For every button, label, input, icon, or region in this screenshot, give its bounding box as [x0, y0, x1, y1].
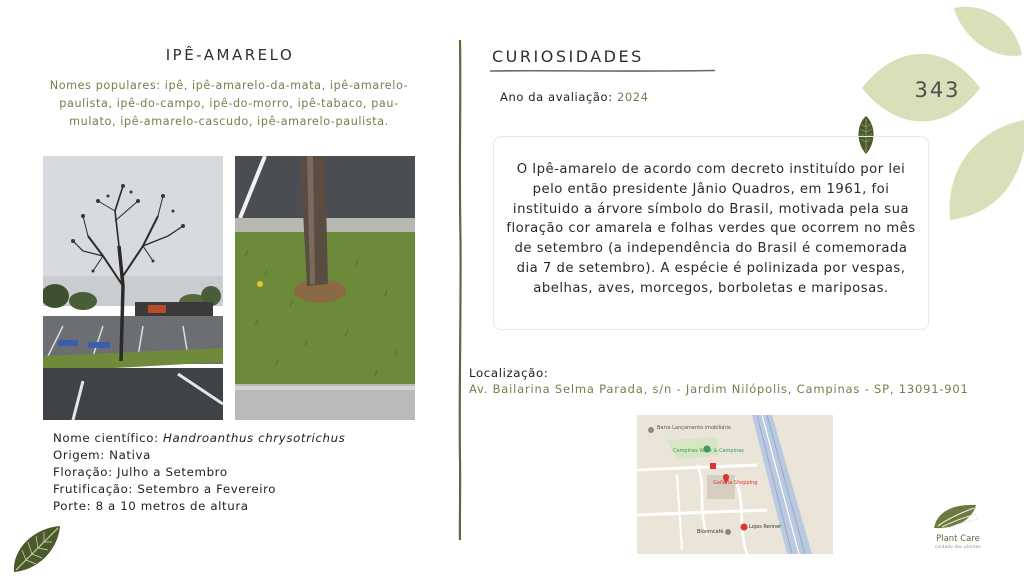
location-map[interactable]: [637, 415, 833, 554]
scientific-name-value: Handroanthus chrysotrichus: [163, 431, 346, 445]
badge-number: 343: [914, 78, 961, 102]
logo-name: Plant Care: [936, 534, 980, 544]
evaluation-year-value: 2024: [616, 90, 649, 104]
location-label: Localização:: [469, 366, 549, 380]
leaf-bottom-shape: [949, 120, 1024, 220]
map-label-barra: Barra Lançamento imobiliário: [657, 425, 731, 431]
map-label-bloom: Bloomcafé: [697, 529, 724, 535]
map-label-galleria: Galleria Shopping: [713, 480, 758, 486]
leaf-top-shape: [954, 7, 1022, 56]
scientific-name: Nome científico: Handroanthus chrysotrichus: [53, 431, 346, 445]
trunk-photo: [235, 156, 415, 420]
logo-tagline: cuidado das plantas: [935, 544, 981, 549]
map-label-campinas: Campinas Wine & Campinas: [673, 448, 744, 454]
tree-photo: [43, 156, 223, 420]
location-address: Av. Bailarina Selma Parada, s/n - Jardim Nilópolis, Campinas - SP, 13091-901: [469, 382, 969, 396]
flowering: Floração: Julho a Setembro: [53, 465, 228, 479]
species-title: IPÊ-AMARELO: [165, 46, 295, 64]
popular-names: Nomes populares: ipê, ipê-amarelo-da-mata, ipê-amarelo-paulista, ipê-do-campo, ipê-do-morro, ipê-tabaco, pau-mulato, ipê-amarelo-cascudo, ipê-amarelo-paulista.: [49, 79, 409, 128]
origin: Origem: Nativa: [53, 448, 151, 462]
species-facts: [53, 430, 345, 515]
plant-care-logo-icon: [932, 502, 982, 532]
curiosities-title: CURIOSIDADES: [492, 47, 644, 66]
decorative-leaf-bottom-icon: [8, 520, 64, 576]
tree-size: Porte: 8 a 10 metros de altura: [53, 499, 249, 513]
curiosity-text: O Ipê-amarelo de acordo com decreto instituído por lei pelo então presidente Jânio Quadros, em 1961, foi instituido a árvore símbolo do Brasil, motivada pela sua floração cor amarela e folhas verdes que ocorrem no mês de setembro (a independência do Brasil é comemorada dia 7 de setembro). A espécie é polinizada por vespas, abelhas, aves, morcegos, borboletas e mariposas.: [506, 162, 916, 296]
title-underline: [490, 67, 715, 75]
map-label-renner: Lojas Renner: [749, 524, 782, 530]
fruiting: Frutificação: Setembro a Fevereiro: [53, 482, 277, 496]
vertical-divider: [456, 40, 464, 540]
evaluation-year: Ano da avaliação: 2024: [500, 90, 649, 104]
